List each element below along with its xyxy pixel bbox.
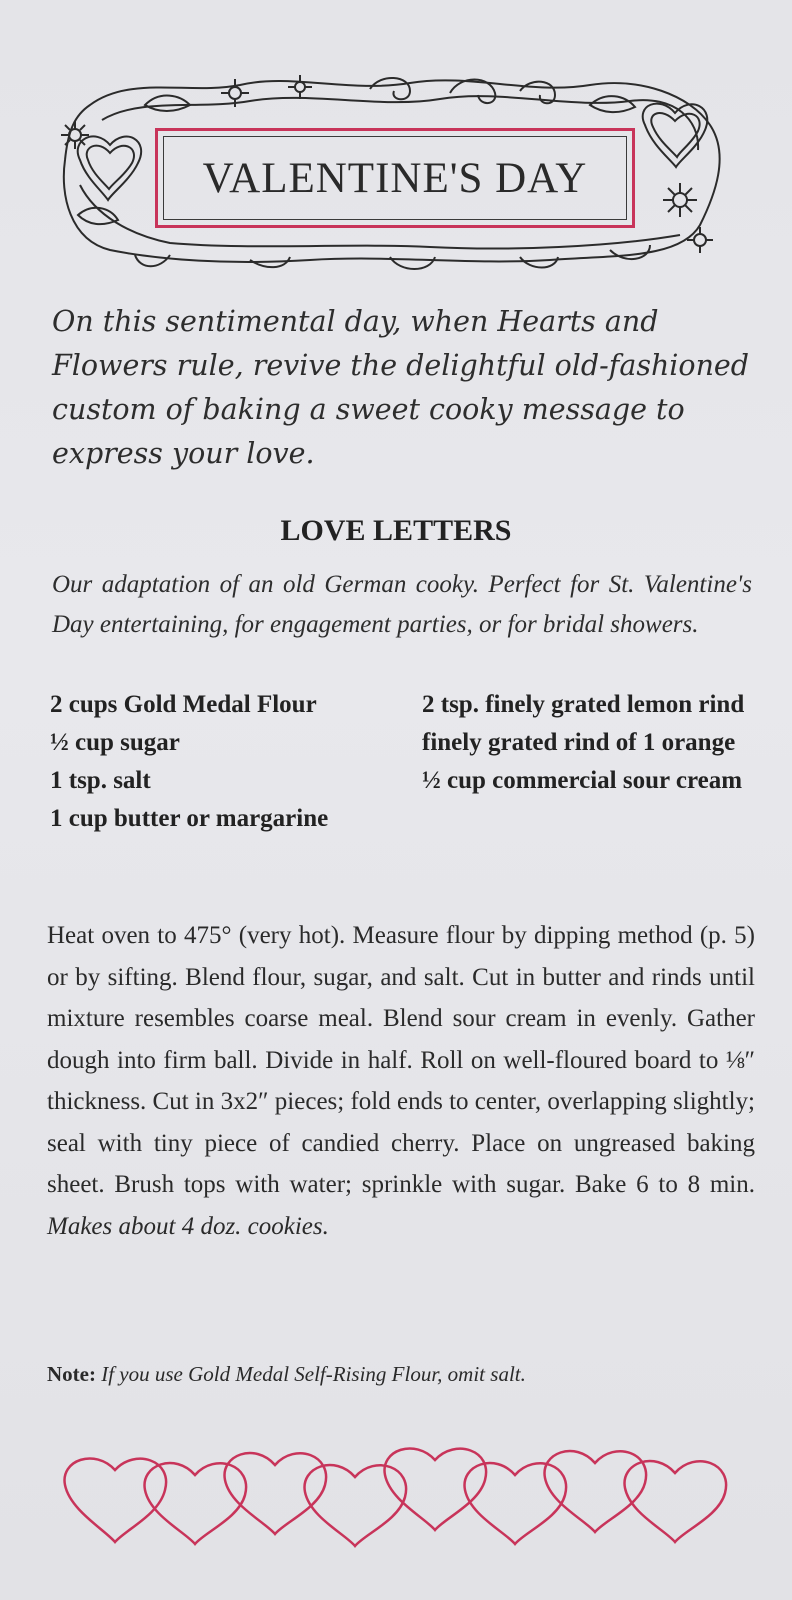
title-frame <box>155 128 635 228</box>
intro-paragraph: On this sentimental day, when Hearts and Flowers rule, revive the delightful old-fashioned custom of baking a sweet cooky message to express your love. <box>52 305 750 470</box>
recipe-description: Our adaptation of an old German cooky. Perfect for St. Valentine's Day entertaining, for engagement parties, or for bridal showers. <box>52 571 752 638</box>
ingredients-left-column <box>50 686 390 838</box>
ingredient-item: 1 cup butter or margarine <box>50 805 329 832</box>
method-text: Heat oven to 475° (very hot). Measure flour by dipping method (p. 5) or by sifting. Blend flour, sugar, and salt. Cut in butter and rinds until mixture resembles coarse meal. Blend sour cream in evenly. Gather dough into firm ball. Divide in half. Roll on well-floured board to ⅛″ thickness. Cut in 3x2″ pieces; fold ends to center, overlapping slightly; seal with tiny piece of candied cherry. Place on ungreased baking sheet. Brush tops with water; sprinkle with sugar. Bake 6 to 8 min. <box>47 922 755 1198</box>
ingredient-item: 1 tsp. salt <box>50 767 151 794</box>
page-title: VALENTINE'S DAY <box>202 154 588 202</box>
recipe-method <box>47 915 755 1247</box>
ingredient-item: 2 cups Gold Medal Flour <box>50 691 317 718</box>
recipe-note <box>47 1362 755 1387</box>
recipe-yield: Makes about 4 doz. cookies. <box>47 1212 329 1240</box>
ingredient-item: ½ cup sugar <box>50 729 180 756</box>
ingredients-right-column <box>422 686 752 800</box>
note-text: If you use Gold Medal Self-Rising Flour, omit salt. <box>101 1362 526 1386</box>
hearts-border-ornament <box>55 1430 745 1550</box>
ingredient-item: ½ cup commercial sour cream <box>422 767 743 794</box>
ingredient-item: finely grated rind of 1 orange <box>422 729 736 756</box>
note-label: Note: <box>47 1362 96 1386</box>
recipe-title: LOVE LETTERS <box>280 514 512 547</box>
ingredient-item: 2 tsp. finely grated lemon rind <box>422 691 745 718</box>
